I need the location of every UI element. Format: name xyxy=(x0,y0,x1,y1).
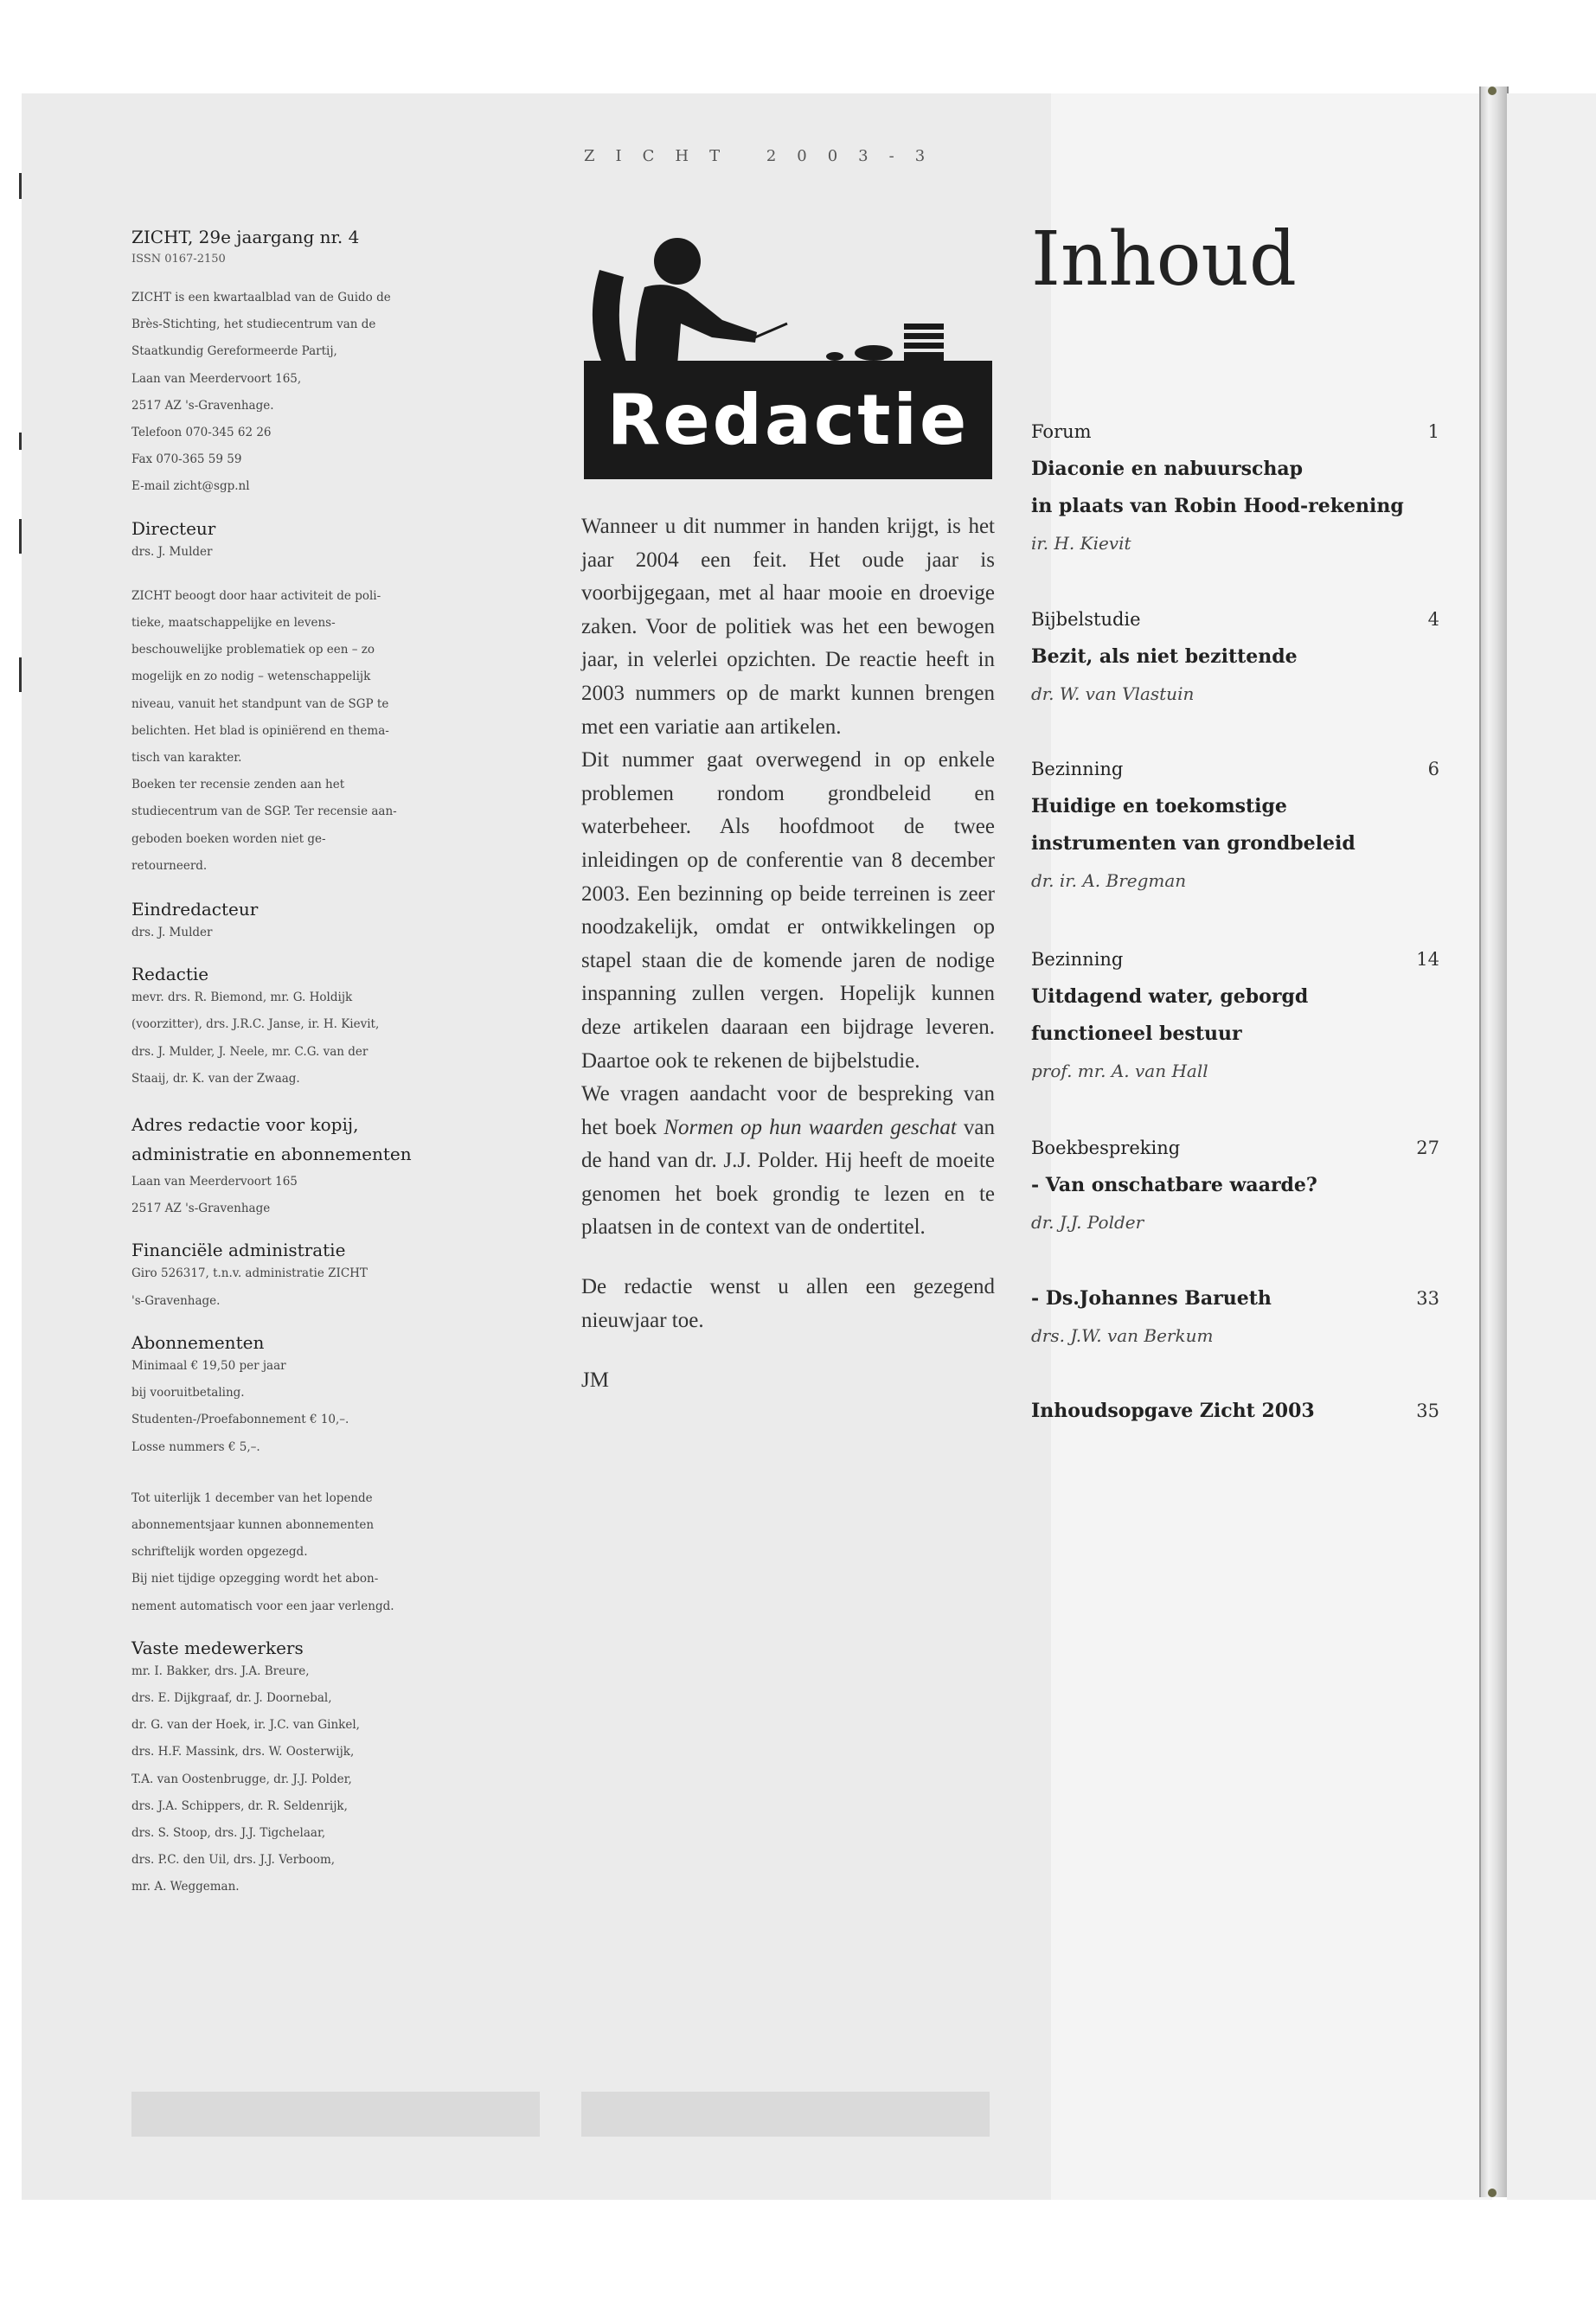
opzegging-line: Tot uiterlijk 1 december van het lopende xyxy=(131,1490,373,1505)
medewerker-line: drs. E. Dijkgraaf, dr. J. Doornebal, xyxy=(131,1690,332,1705)
toc-entry[interactable] xyxy=(1031,1393,1439,1430)
intro-line: Telefoon 070-345 62 26 xyxy=(131,426,272,440)
editorial-text xyxy=(581,510,995,1393)
redactie-logo xyxy=(584,227,992,479)
page-edge xyxy=(1479,87,1509,2197)
abonnement-line: Studenten-/Proefabonnement € 10,–. xyxy=(131,1413,349,1427)
financieel-line: 's-Gravenhage. xyxy=(131,1293,221,1308)
redactie-heading: Redactie xyxy=(131,964,209,985)
intro-line: 2517 AZ 's-Gravenhage. xyxy=(131,398,274,413)
footer-bar xyxy=(131,2092,540,2137)
aim-line: studiecentrum van de SGP. Ter recensie aan- xyxy=(131,804,397,819)
intro-line: E-mail zicht@sgp.nl xyxy=(131,479,250,494)
toc-entry[interactable] xyxy=(1031,941,1439,1130)
aim-line: tieke, maatschappelijke en levens- xyxy=(131,616,336,631)
running-head: ZICHT 2003-3 xyxy=(584,147,946,165)
toc-article-title: Huidige en toekomstige xyxy=(1031,795,1287,817)
toc-article-title: Bezit, als niet bezittende xyxy=(1031,645,1298,668)
toc-page-number: 1 xyxy=(1427,421,1439,442)
footer-bar xyxy=(581,2092,990,2137)
abonnement-line: Minimaal € 19,50 per jaar xyxy=(131,1358,286,1373)
medewerker-line: drs. S. Stoop, drs. J.J. Tigchelaar, xyxy=(131,1825,326,1840)
adres-line: 2517 AZ 's-Gravenhage xyxy=(131,1202,271,1216)
intro-line: Laan van Meerdervoort 165, xyxy=(131,371,302,386)
aim-line: Boeken ter recensie zenden aan het xyxy=(131,778,345,792)
aim-line: geboden boeken worden niet ge- xyxy=(131,831,326,846)
medewerker-line: mr. I. Bakker, drs. J.A. Breure, xyxy=(131,1663,310,1678)
next-page xyxy=(1507,93,1596,2200)
redactie-line: mevr. drs. R. Biemond, mr. G. Holdijk xyxy=(131,990,353,1005)
aim-block xyxy=(131,583,478,880)
toc-author: dr. ir. A. Bregman xyxy=(1031,870,1187,891)
intro-line: Fax 070-365 59 59 xyxy=(131,452,242,467)
adres-heading: Adres redactie voor kopij, administratie en abonnementen xyxy=(131,1114,412,1165)
medewerker-line: drs. P.C. den Uil, drs. J.J. Verboom, xyxy=(131,1853,336,1868)
toc-category: Bijbelstudie xyxy=(1031,609,1141,630)
toc-page-number: 33 xyxy=(1416,1288,1439,1309)
redactie-banner: Redactie xyxy=(584,361,992,479)
editorial-paragraph: Wanneer u dit nummer in handen krijgt, is het jaar 2004 een feit. Het oude jaar is voorbijgegaan, met al haar mooie en droevige zaken. Voor de politiek was het een bewogen jaar, in velerlei opzichten. De reactie heeft in 2003 nummers op de markt kunnen brengen met een variatie aan artikelen. xyxy=(581,515,995,739)
abonnement-line: bij vooruitbetaling. xyxy=(131,1386,245,1400)
toc-category: Bezinning xyxy=(1031,759,1124,779)
toc-article-title: - Van onschatbare waarde? xyxy=(1031,1174,1317,1196)
editorial-text-run: van de hand van dr. J.J. Polder. Hij heeft de moeite genomen het boek grondig te lezen en te plaatsen in de context van de ondertitel. xyxy=(581,1115,996,1240)
toc-author: prof. mr. A. van Hall xyxy=(1031,1061,1208,1081)
colofon xyxy=(131,227,478,1901)
aim-line: ZICHT beoogt door haar activiteit de poli- xyxy=(131,588,381,603)
aim-line: belichten. Het blad is opiniërend en thema- xyxy=(131,723,389,738)
signoff: JM xyxy=(581,1368,609,1393)
medewerker-line: dr. G. van der Hoek, ir. J.C. van Ginkel, xyxy=(131,1718,360,1733)
toc-entry[interactable] xyxy=(1031,1280,1439,1393)
toc-author: drs. J.W. van Berkum xyxy=(1031,1325,1214,1346)
editorial-paragraph: De redactie wenst u allen een gezegend nieuwjaar toe. xyxy=(581,1275,995,1332)
intro-block xyxy=(131,285,478,501)
toc-article-title: Inhoudsopgave Zicht 2003 xyxy=(1031,1400,1315,1422)
medewerkers-heading: Vaste medewerkers xyxy=(131,1637,304,1658)
desk-figure-icon xyxy=(584,227,992,365)
editorial-text-run: We vragen aandacht voor de bespreking van het boek xyxy=(581,1082,995,1139)
book-title: Normen op hun waarden geschat xyxy=(663,1115,957,1139)
editorial-paragraph xyxy=(581,1078,995,1245)
redactie-line: drs. J. Mulder, J. Neele, mr. C.G. van der xyxy=(131,1044,369,1059)
redactie-line: Staaij, dr. K. van der Zwaag. xyxy=(131,1071,300,1086)
toc-article-title: Diaconie en nabuurschap xyxy=(1031,458,1304,480)
toc-title: Inhoud xyxy=(1031,216,1297,303)
aim-line: tisch van karakter. xyxy=(131,751,242,766)
intro-line: Staatkundig Gereformeerde Partij, xyxy=(131,344,337,359)
medewerker-line: mr. A. Weggeman. xyxy=(131,1880,240,1894)
financieel-line: Giro 526317, t.n.v. administratie ZICHT xyxy=(131,1266,368,1281)
financieel-heading: Financiële administratie xyxy=(131,1240,346,1261)
directeur-heading: Directeur xyxy=(131,517,216,539)
adres-line: Laan van Meerdervoort 165 xyxy=(131,1175,298,1189)
spine-mark xyxy=(1488,87,1497,95)
eindredacteur-name: drs. J. Mulder xyxy=(131,926,213,940)
toc-entry[interactable] xyxy=(1031,751,1439,941)
spine-mark xyxy=(1488,2189,1497,2197)
opzegging-line: schriftelijk worden opgezegd. xyxy=(131,1545,308,1560)
toc-entry[interactable] xyxy=(1031,601,1439,751)
aim-line: mogelijk en zo nodig – wetenschappelijk xyxy=(131,670,371,684)
opzegging-line: Bij niet tijdige opzegging wordt het abon- xyxy=(131,1572,379,1586)
intro-line: ZICHT is een kwartaalblad van de Guido de xyxy=(131,291,391,304)
toc-article-title: in plaats van Robin Hood-rekening xyxy=(1031,495,1404,517)
medewerker-line: T.A. van Oostenbrugge, dr. J.J. Polder, xyxy=(131,1772,352,1786)
toc-article-title: functioneel bestuur xyxy=(1031,1022,1242,1045)
toc-author: dr. J.J. Polder xyxy=(1031,1212,1144,1233)
issn: ISSN 0167-2150 xyxy=(131,253,226,266)
aim-line: niveau, vanuit het standpunt van de SGP te xyxy=(131,696,389,711)
toc-author: ir. H. Kievit xyxy=(1031,533,1131,554)
medewerker-line: drs. J.A. Schippers, dr. R. Seldenrijk, xyxy=(131,1798,348,1813)
toc-entry[interactable] xyxy=(1031,1130,1439,1280)
toc-category: Bezinning xyxy=(1031,949,1124,970)
magazine-title: ZICHT, 29e jaargang nr. 4 xyxy=(131,227,360,247)
medewerker-line: drs. H.F. Massink, drs. W. Oosterwijk, xyxy=(131,1745,355,1759)
toc-category: Boekbespreking xyxy=(1031,1138,1181,1158)
toc-list xyxy=(1031,413,1439,1430)
abonnementen-heading: Abonnementen xyxy=(131,1331,265,1353)
toc-page-number: 6 xyxy=(1427,759,1439,779)
toc-article-title: instrumenten van grondbeleid xyxy=(1031,832,1356,855)
opzegging-line: abonnementsjaar kunnen abonnementen xyxy=(131,1517,375,1532)
opzegging-line: nement automatisch voor een jaar verlengd. xyxy=(131,1599,394,1613)
directeur-name: drs. J. Mulder xyxy=(131,544,213,559)
editorial-paragraph: Dit nummer gaat overwegend in op enkele problemen rondom grondbeleid en waterbeheer. Als hoofdmoot de twee inleidingen op de conferentie van 8 december 2003. Een bezinning op beide terreinen is zeer noodzakelijk, omdat er ontwikkelingen op stapel staan die de komende jaren de nodige inspanning zullen vergen. Hopelijk kunnen deze artikelen daaraan een bijdrage leveren. Daartoe ook te rekenen de bijbelstudie. xyxy=(581,748,995,1073)
toc-page-number: 35 xyxy=(1416,1400,1439,1421)
toc-page-number: 27 xyxy=(1416,1138,1439,1158)
toc-article-title: Uitdagend water, geborgd xyxy=(1031,985,1309,1008)
toc-entry[interactable] xyxy=(1031,413,1439,563)
aim-line: retourneerd. xyxy=(131,858,208,873)
redactie-line: (voorzitter), drs. J.R.C. Janse, ir. H. Kievit, xyxy=(131,1017,380,1032)
toc-article-title: - Ds.Johannes Barueth xyxy=(1031,1287,1272,1310)
aim-line: beschouwelijke problematiek op een – zo xyxy=(131,643,375,657)
toc-author: dr. W. van Vlastuin xyxy=(1031,683,1195,704)
toc-page-number: 4 xyxy=(1427,609,1439,630)
intro-line: Brès-Stichting, het studiecentrum van de xyxy=(131,317,376,332)
toc-page-number: 14 xyxy=(1416,949,1439,970)
abonnement-line: Losse nummers € 5,–. xyxy=(131,1439,260,1454)
eindredacteur-heading: Eindredacteur xyxy=(131,899,259,920)
toc-category: Forum xyxy=(1031,421,1092,442)
